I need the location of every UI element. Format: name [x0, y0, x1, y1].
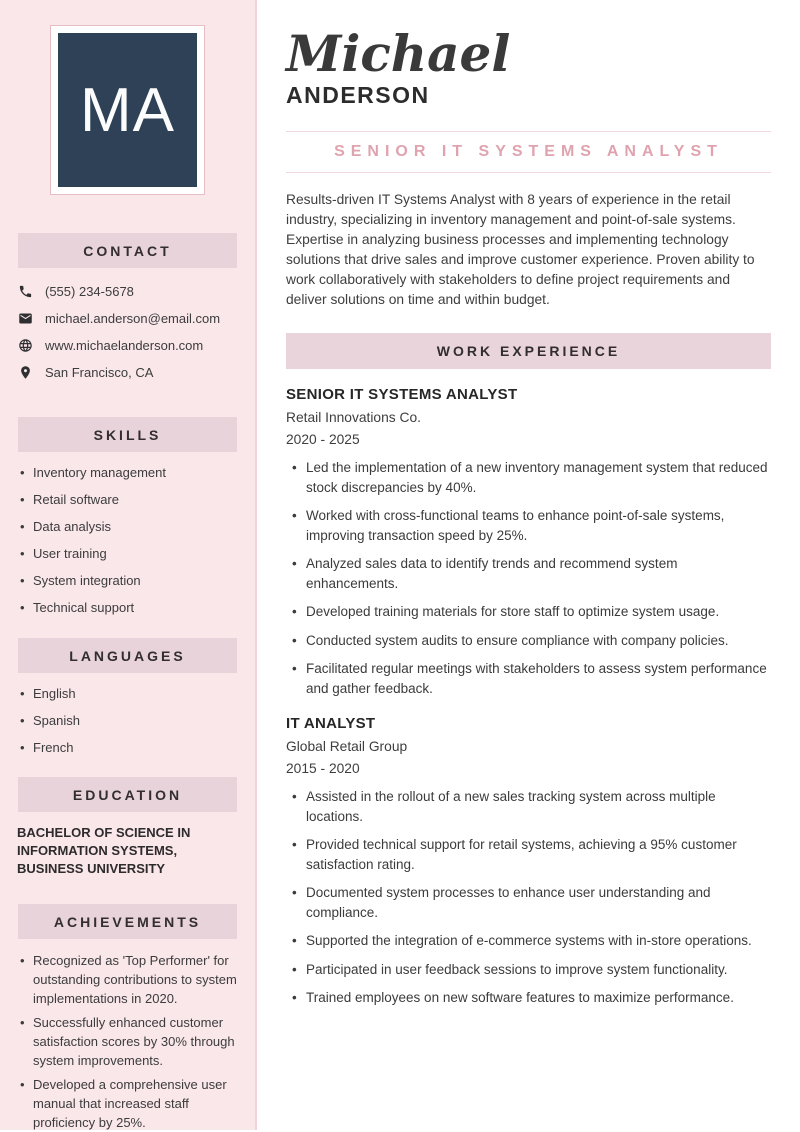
job-bullet: • Trained employees on new software features to maximize performance.: [292, 988, 771, 1008]
job-entry-1: [286, 386, 771, 698]
contact-row-email: [18, 305, 243, 332]
achievement-item: • Recognized as 'Top Performer' for outstanding contributions to system implementations in 2020.: [20, 951, 243, 1008]
phone-icon: [18, 284, 33, 299]
job-bullet: • Led the implementation of a new inventory management system that reduced stock discrepancies by 40%.: [292, 458, 771, 497]
job-bullet: • Developed training materials for store staff to optimize system usage.: [292, 602, 771, 622]
achievements-section-header: ACHIEVEMENTS: [18, 904, 237, 939]
location-icon: [18, 365, 33, 380]
skill-item: • System integration: [20, 572, 243, 589]
language-item: • French: [20, 739, 243, 756]
contact-row-phone: [18, 278, 243, 305]
last-name: ANDERSON: [286, 82, 430, 108]
job-1-company: Retail Innovations Co.: [286, 410, 421, 425]
job-1-title: SENIOR IT SYSTEMS ANALYST: [286, 386, 518, 403]
sidebar: [0, 0, 257, 1130]
job-1-dates: 2020 - 2025: [286, 432, 360, 447]
skill-item: • Inventory management: [20, 464, 243, 481]
skills-list: [20, 464, 243, 616]
job-bullet: • Participated in user feedback sessions to improve system functionality.: [292, 960, 771, 980]
skill-item: • User training: [20, 545, 243, 562]
job-1-bullets: [292, 458, 771, 698]
language-item: • English: [20, 685, 243, 702]
language-item: • Spanish: [20, 712, 243, 729]
achievement-item: • Developed a comprehensive user manual that increased staff proficiency by 25%.: [20, 1075, 243, 1132]
job-bullet: • Worked with cross-functional teams to enhance point-of-sale systems, improving transaction speed by 25%.: [292, 506, 771, 545]
contact-list: [18, 278, 243, 386]
job-bullet: • Provided technical support for retail systems, achieving a 95% customer satisfaction rating.: [292, 835, 771, 874]
contact-row-location: [18, 359, 243, 386]
contact-row-website: [18, 332, 243, 359]
skills-section-header: SKILLS: [18, 417, 237, 452]
job-bullet: • Analyzed sales data to identify trends and recommend system enhancements.: [292, 554, 771, 593]
professional-summary: Results-driven IT Systems Analyst with 8 years of experience in the retail industry, specializing in inventory management and point-of-sale systems. Expertise in analyzing business processes and implementing technology solutions that drive sales and improve customer experience. Proven ability to work collaboratively with stakeholders to define project requirements and deliver solutions on time and within budget.: [286, 192, 755, 307]
job-2-company: Global Retail Group: [286, 739, 408, 754]
skill-item: • Technical support: [20, 599, 243, 616]
job-bullet: • Assisted in the rollout of a new sales tracking system across multiple locations.: [292, 787, 771, 826]
main-column: [286, 0, 771, 1017]
job-2-bullets: [292, 787, 771, 1008]
achievement-item: • Successfully enhanced customer satisfaction scores by 30% through system improvements.: [20, 1013, 243, 1070]
website-value: www.michaelanderson.com: [45, 338, 204, 353]
monogram-box: [58, 33, 197, 187]
job-bullet: • Facilitated regular meetings with stakeholders to assess system performance and gather feedback.: [292, 659, 771, 698]
languages-list: [20, 685, 243, 756]
job-bullet: • Documented system processes to enhance user understanding and compliance.: [292, 883, 771, 922]
title-band: [286, 131, 771, 173]
globe-icon: [18, 338, 33, 353]
monogram-initials: MA: [80, 75, 175, 145]
education-section-header: EDUCATION: [18, 777, 237, 812]
job-entry-2: [286, 715, 771, 1008]
achievements-list: [20, 951, 243, 1132]
email-value: michael.anderson@email.com: [45, 311, 221, 326]
first-name: Michael: [286, 24, 511, 83]
location-value: San Francisco, CA: [45, 365, 154, 380]
education-degree: BACHELOR OF SCIENCE IN INFORMATION SYSTEMS, BUSINESS UNIVERSITY: [17, 825, 191, 876]
work-experience-header: WORK EXPERIENCE: [286, 333, 771, 369]
languages-section-header: LANGUAGES: [18, 638, 237, 673]
phone-value: (555) 234-5678: [45, 284, 134, 299]
skill-item: • Retail software: [20, 491, 243, 508]
monogram-frame: [50, 25, 205, 195]
job-2-title: IT ANALYST: [286, 715, 376, 732]
contact-section-header: CONTACT: [18, 233, 237, 268]
job-2-dates: 2015 - 2020: [286, 761, 360, 776]
job-title-heading: SENIOR IT SYSTEMS ANALYST: [334, 143, 723, 160]
job-bullet: • Conducted system audits to ensure compliance with company policies.: [292, 631, 771, 651]
skill-item: • Data analysis: [20, 518, 243, 535]
email-icon: [18, 311, 33, 326]
job-bullet: • Supported the integration of e-commerce systems with in-store operations.: [292, 931, 771, 951]
